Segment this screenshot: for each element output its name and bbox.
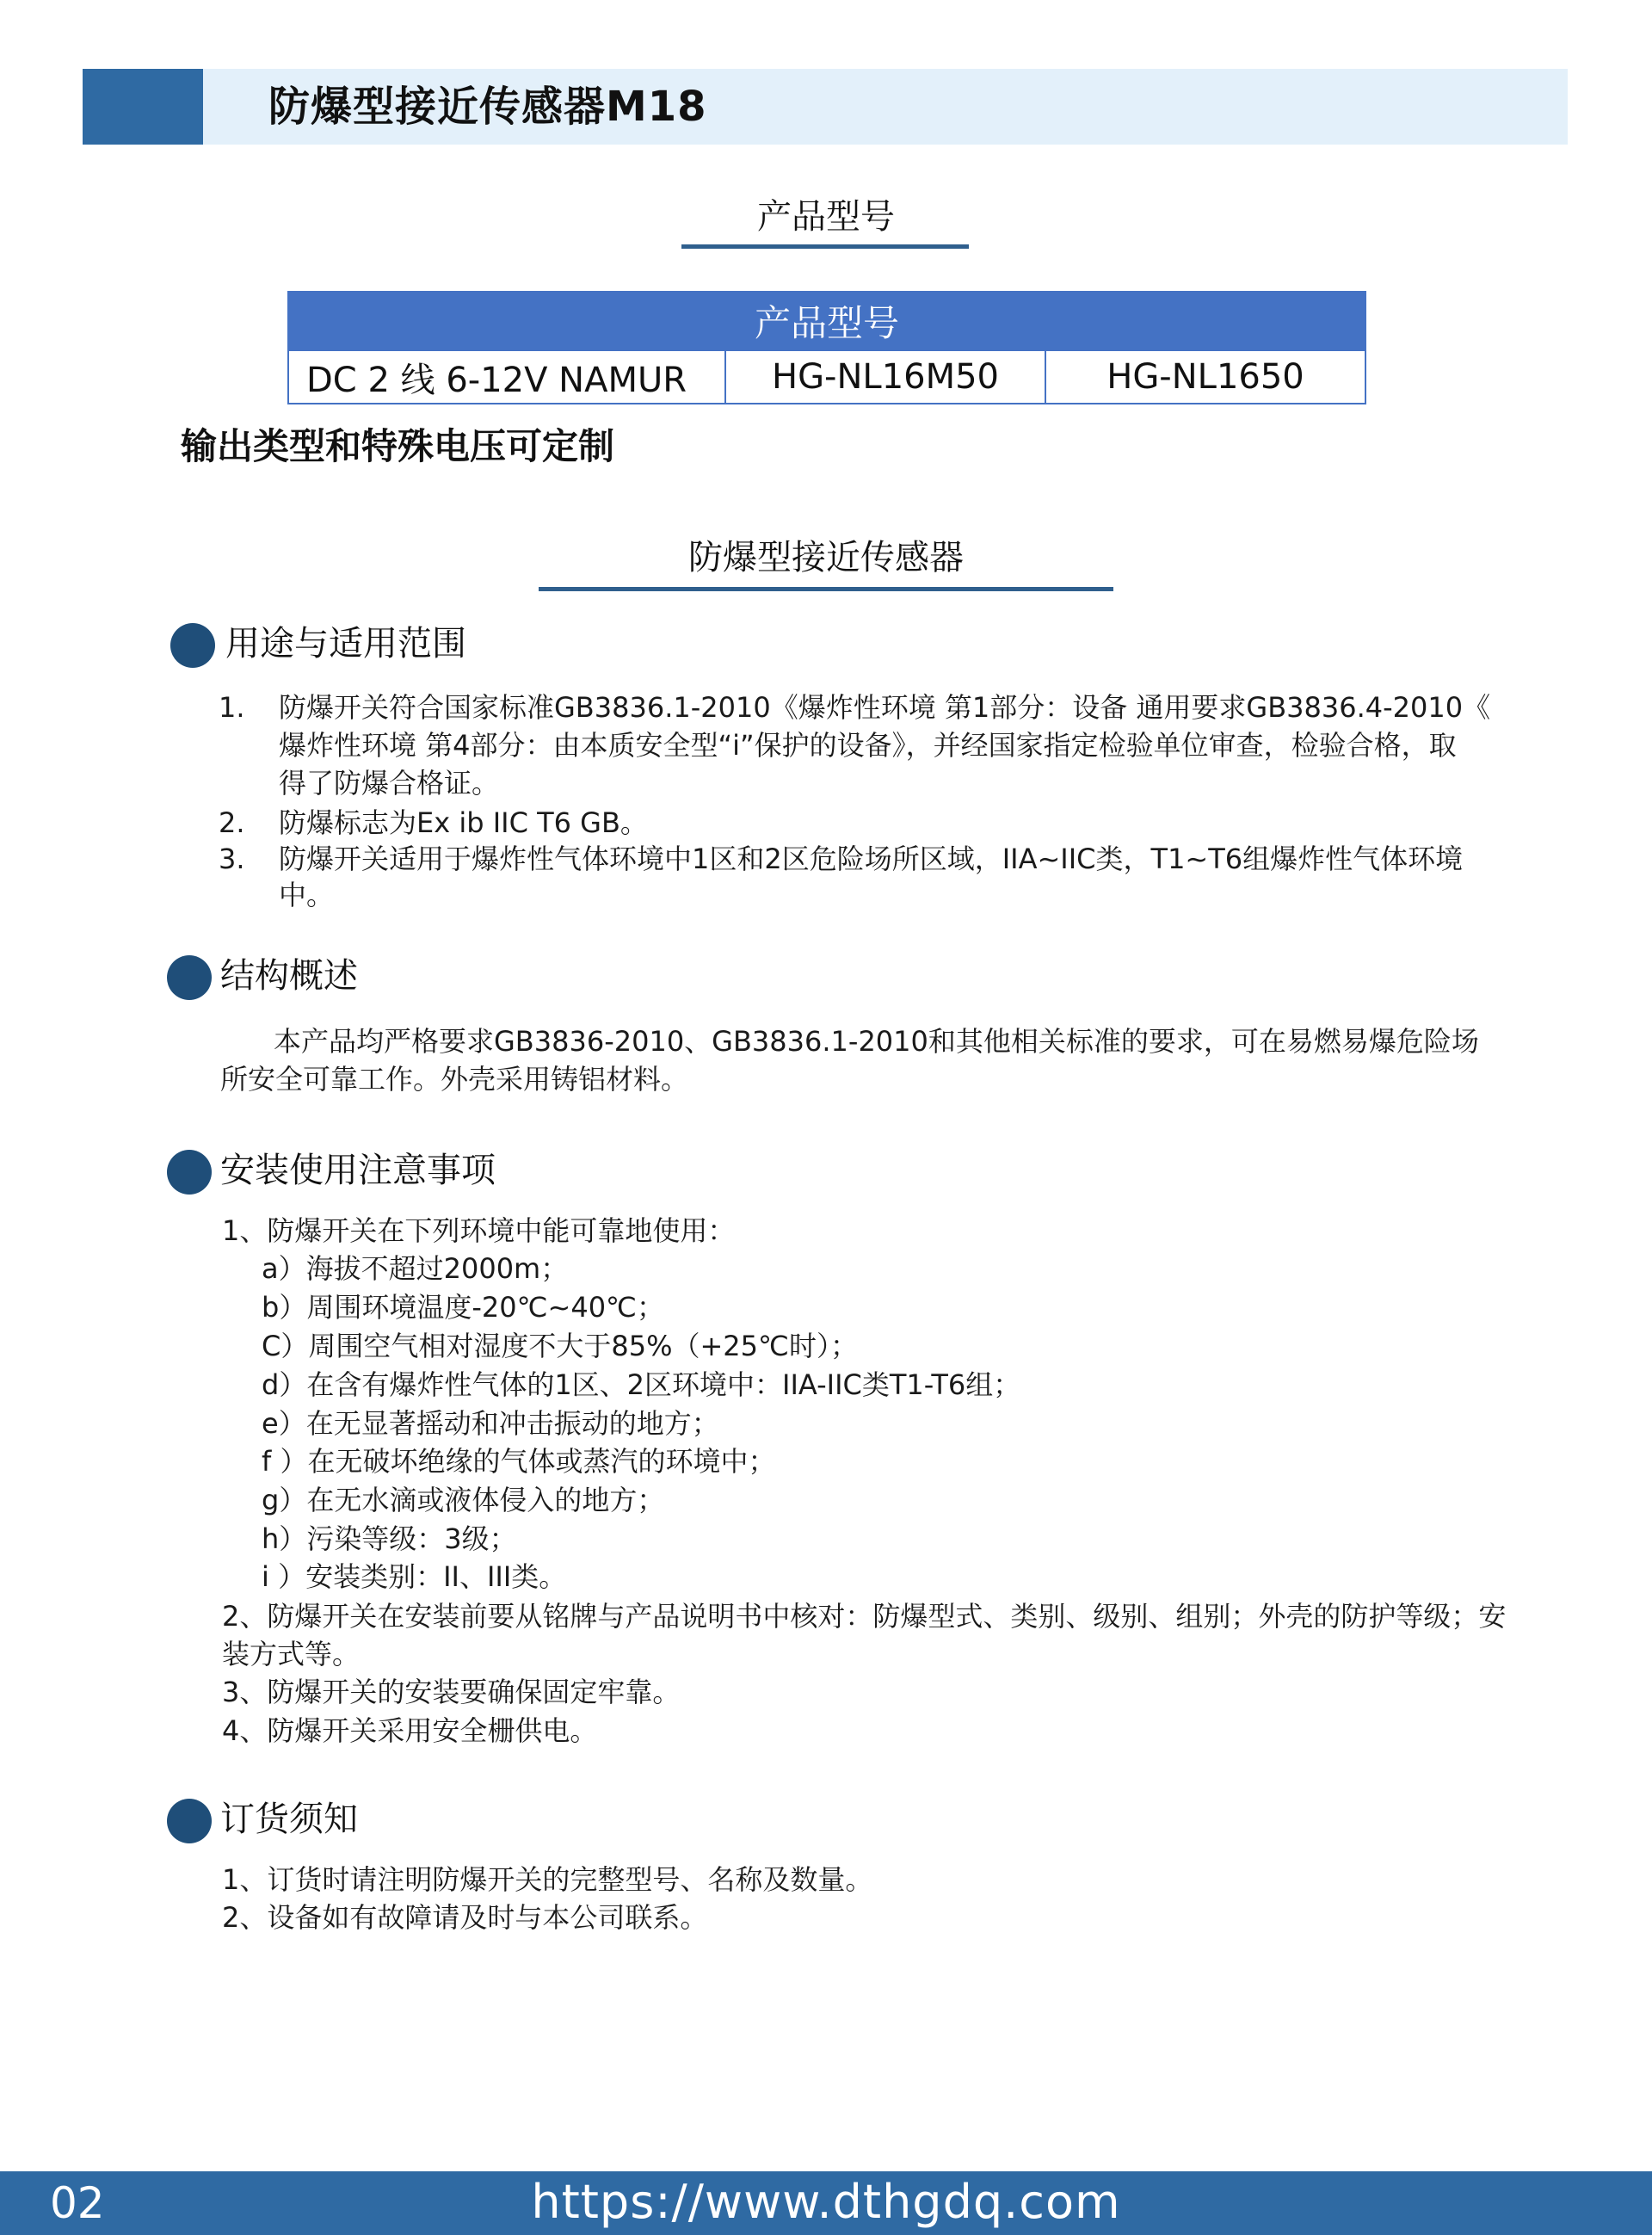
install-sub-item: a）海拔不超过2000m； <box>262 1252 569 1285</box>
sensor-section-underline <box>539 587 1113 591</box>
install-sub-item: f ）在无破坏绝缘的气体或蒸汽的环境中； <box>262 1445 776 1478</box>
bullet-icon <box>170 623 215 668</box>
table-row <box>288 350 1365 404</box>
model-table <box>287 291 1366 404</box>
install-sub-item: C）周围空气相对湿度不大于85%（+25℃时）； <box>262 1330 858 1362</box>
install-sub-item: d）在含有爆炸性气体的1区、2区环境中：IIA-IIC类T1-T6组； <box>262 1368 1021 1401</box>
sensor-section-title: 防爆型接近传感器 <box>688 538 964 577</box>
list-item-line: 得了防爆合格证。 <box>279 767 500 800</box>
list-item-line: 防爆开关符合国家标准GB3836.1-2010《爆炸性环境 第1部分：设备 通用要求GB3836.4-2010《 <box>279 691 1491 724</box>
footer-url: https://www.dthgdq.com <box>531 2175 1121 2229</box>
order-item: 2、设备如有故障请及时与本公司联系。 <box>222 1901 708 1934</box>
custom-note: 输出类型和特殊电压可定制 <box>181 425 615 467</box>
list-item-line: 防爆标志为Ex ib IIC T6 GB。 <box>279 806 648 839</box>
install-item: 3、防爆开关的安装要确保固定牢靠。 <box>222 1676 681 1708</box>
model-spec-cell: DC 2 线 6-12V NAMUR <box>288 350 725 404</box>
model-table-header: 产品型号 <box>288 292 1365 350</box>
install-item: 装方式等。 <box>222 1638 361 1670</box>
structure-text-line: 本产品均严格要求GB3836-2010、GB3836.1-2010和其他相关标准的要求，可在易燃易爆危险场 <box>274 1025 1479 1058</box>
model-number-cell: HG-NL1650 <box>1045 350 1365 404</box>
list-item-line: 中。 <box>279 879 335 911</box>
model-section-underline <box>681 244 969 249</box>
order-title: 订货须知 <box>220 1800 358 1839</box>
install-title: 安装使用注意事项 <box>220 1151 496 1190</box>
list-number: 1. <box>219 691 245 724</box>
header-accent-block <box>83 69 203 145</box>
bullet-icon <box>167 1150 212 1195</box>
install-sub-item: h）污染等级：3级； <box>262 1522 517 1555</box>
install-item: 2、防爆开关在安装前要从铭牌与产品说明书中核对：防爆型式、类别、级别、组别；外壳的防护等级；安 <box>222 1600 1507 1633</box>
install-sub-item: i ）安装类别：II、III类。 <box>262 1560 567 1593</box>
bullet-icon <box>167 955 212 1000</box>
page-number: 02 <box>50 2178 105 2228</box>
list-item-line: 爆炸性环境 第4部分：由本质安全型“i”保护的设备》，并经国家指定检验单位审查，检验合格，取 <box>279 729 1457 762</box>
model-section-title: 产品型号 <box>757 197 895 237</box>
page-title: 防爆型接近传感器M18 <box>268 83 707 131</box>
install-sub-item: g）在无水滴或液体侵入的地方； <box>262 1484 665 1516</box>
usage-title: 用途与适用范围 <box>225 624 466 664</box>
install-sub-item: b）周围环境温度-20℃~40℃； <box>262 1291 664 1324</box>
list-number: 3. <box>219 843 245 875</box>
install-sub-item: e）在无显著摇动和冲击振动的地方； <box>262 1407 719 1440</box>
model-table-header-row <box>288 292 1365 350</box>
install-item: 1、防爆开关在下列环境中能可靠地使用： <box>222 1214 736 1247</box>
list-number: 2. <box>219 806 245 839</box>
order-item: 1、订货时请注明防爆开关的完整型号、名称及数量。 <box>222 1863 873 1896</box>
structure-text-line: 所安全可靠工作。外壳采用铸铝材料。 <box>220 1063 689 1096</box>
bullet-icon <box>167 1799 212 1843</box>
model-number-cell: HG-NL16M50 <box>725 350 1045 404</box>
install-item: 4、防爆开关采用安全栅供电。 <box>222 1714 598 1747</box>
list-item-line: 防爆开关适用于爆炸性气体环境中1区和2区危险场所区域，IIA~IIC类，T1~T6组爆炸性气体环境 <box>279 843 1464 875</box>
structure-title: 结构概述 <box>220 956 358 996</box>
